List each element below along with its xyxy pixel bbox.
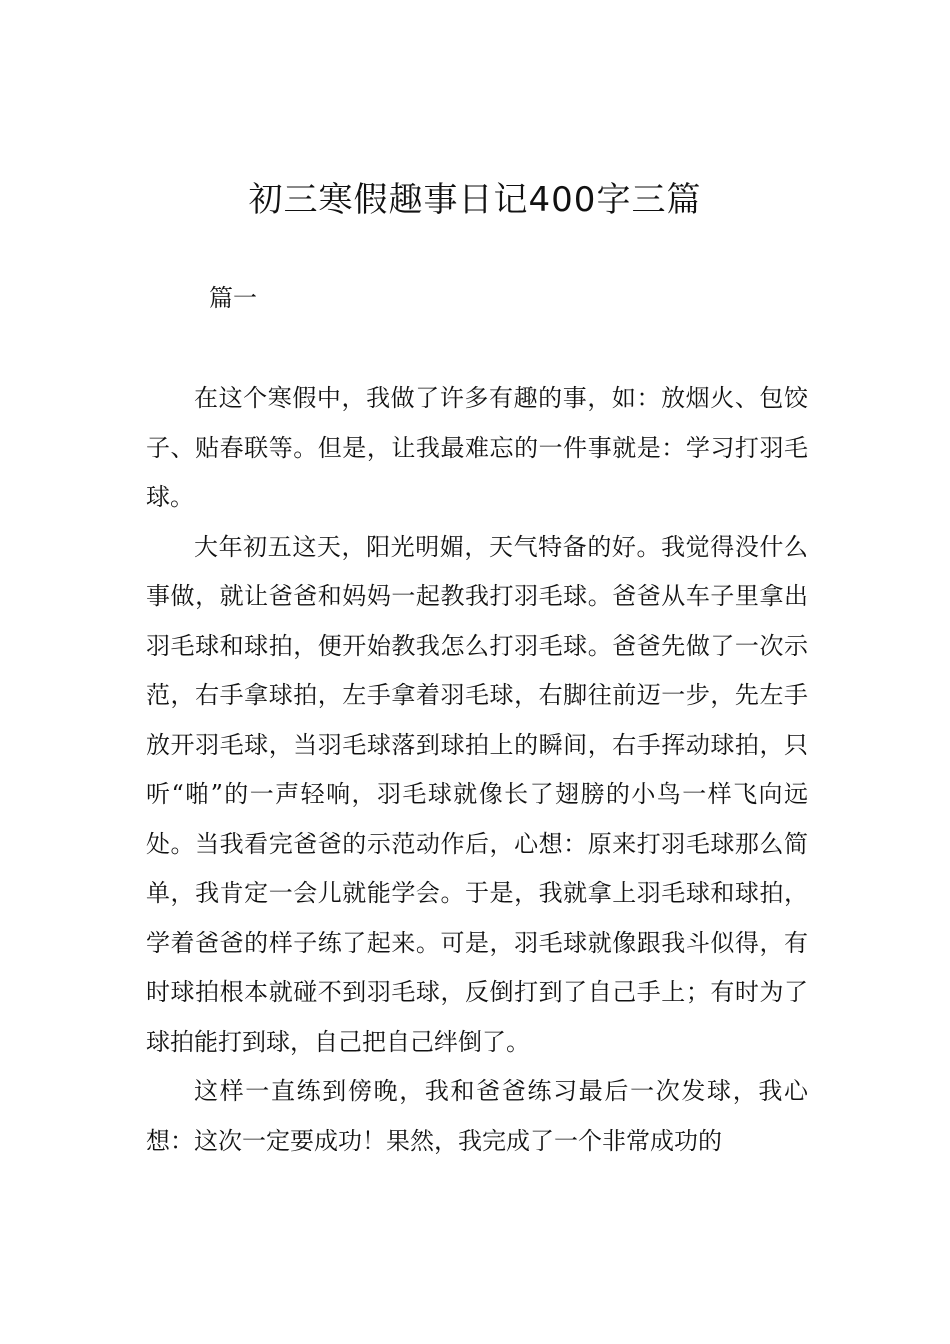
document-title: 初三寒假趣事日记400字三篇: [248, 180, 702, 220]
paragraph: 大年初五这天，阳光明媚，天气特备的好。我觉得没什么事做，就让爸爸和妈妈一起教我打羽毛球。爸爸从车子里拿出羽毛球和球拍，便开始教我怎么打羽毛球。爸爸先做了一次示范，右手拿球拍，左手拿着羽毛球，右脚往前迈一步，先左手放开羽毛球，当羽毛球落到球拍上的瞬间，右手挥动球拍，只听“啪”的一声轻响，羽毛球就像长了翅膀的小鸟一样飞向远处。当我看完爸爸的示范动作后，心想：原来打羽毛球那么简单，我肯定一会儿就能学会。于是，我就拿上羽毛球和球拍，学着爸爸的样子练了起来。可是，羽毛球就像跟我斗似得，有时球拍根本就碰不到羽毛球，反倒打到了自己手上；有时为了球拍能打到球，自己把自己绊倒了。: [146, 532, 808, 1056]
paragraph: 在这个寒假中，我做了许多有趣的事，如：放烟火、包饺子、贴春联等。但是，让我最难忘的一件事就是：学习打羽毛球。: [146, 384, 808, 511]
section-label: 篇一: [209, 284, 257, 312]
paragraph: 这样一直练到傍晚，我和爸爸练习最后一次发球，我心想：这次一定要成功！果然，我完成了一个非常成功的: [146, 1077, 808, 1155]
document-body: [146, 374, 808, 1166]
